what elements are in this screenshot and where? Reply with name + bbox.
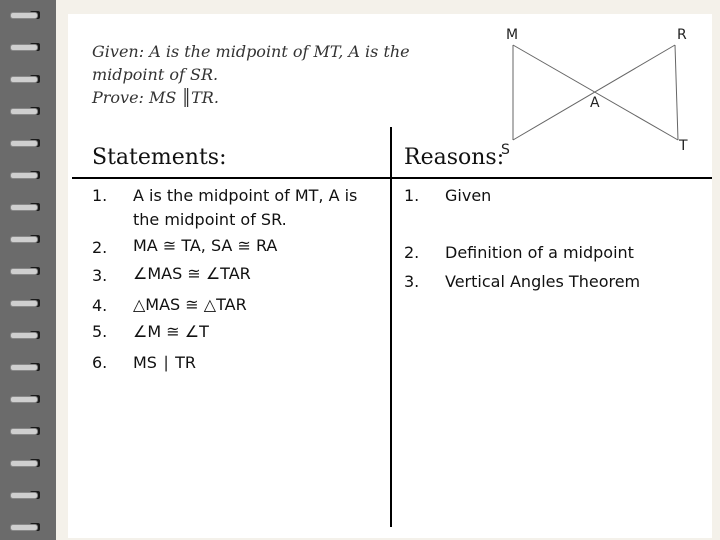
statement-number: 5.	[92, 322, 108, 341]
statement-text: ∠MAS ≅ ∠TAR	[133, 264, 251, 283]
reason-number: 3.	[404, 272, 420, 291]
statement-number: 6.	[92, 353, 108, 372]
label-m: M	[506, 27, 519, 43]
statement-text: A is the midpoint of MT, A is	[133, 186, 358, 205]
statement-text-continued: the midpoint of SR.	[133, 210, 287, 229]
reason-number: 2.	[404, 243, 420, 262]
label-s: S	[501, 142, 510, 158]
reasons-header: Reasons:	[404, 145, 505, 170]
label-a: A	[590, 95, 600, 111]
statement-number: 2.	[92, 238, 108, 257]
segment-rt	[675, 45, 678, 140]
given-line-2: midpoint of SR.	[92, 65, 219, 84]
statement-text: ∠M ≅ ∠T	[133, 322, 209, 341]
label-r: R	[677, 27, 687, 43]
statement-text: △MAS ≅ △TAR	[133, 295, 247, 314]
reason-text: Given	[445, 186, 492, 205]
statement-text: MA ≅ TA, SA ≅ RA	[133, 236, 278, 255]
reason-text: Definition of a midpoint	[445, 243, 634, 262]
label-t: T	[679, 138, 688, 154]
prove-line: Prove: MS ║TR.	[92, 88, 219, 107]
statements-header: Statements:	[92, 145, 227, 170]
statement-number: 4.	[92, 296, 108, 315]
statement-text: MS ∣ TR	[133, 353, 197, 372]
statement-number: 1.	[92, 186, 108, 205]
table-vertical-rule	[390, 127, 392, 527]
given-line-1: Given: A is the midpoint of MT, A is the	[92, 42, 410, 61]
table-horizontal-rule	[72, 177, 712, 179]
reason-text: Vertical Angles Theorem	[445, 272, 641, 291]
reason-number: 1.	[404, 186, 420, 205]
statement-number: 3.	[92, 266, 108, 285]
